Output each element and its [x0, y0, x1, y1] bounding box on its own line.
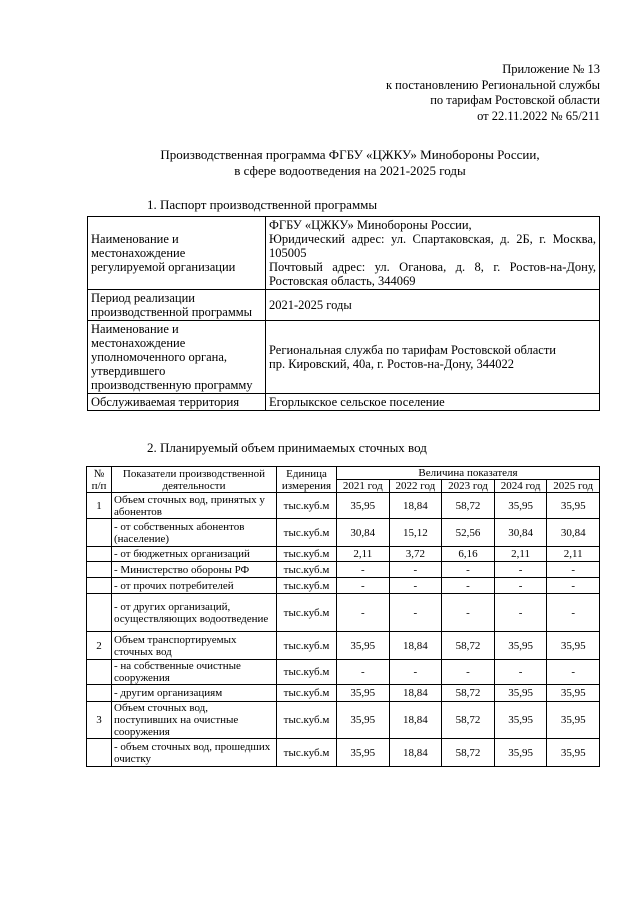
header-year: 2022 год — [389, 480, 442, 493]
row-value: - — [337, 562, 390, 578]
row-unit: тыс.куб.м — [277, 660, 337, 685]
appendix-line: Приложение № 13 — [502, 62, 600, 76]
row-value: 58,72 — [442, 685, 495, 702]
passport-row — [88, 290, 600, 321]
table-row — [87, 685, 600, 702]
row-value: - — [442, 562, 495, 578]
row-value: 18,84 — [389, 702, 442, 739]
passport-value — [266, 290, 600, 321]
row-value: 18,84 — [389, 493, 442, 519]
table-row — [87, 578, 600, 594]
header-year: 2025 год — [547, 480, 600, 493]
row-value: 18,84 — [389, 739, 442, 767]
header-value: Величина показателя — [337, 467, 600, 480]
row-unit: тыс.куб.м — [277, 547, 337, 562]
row-value: 58,72 — [442, 702, 495, 739]
header-year: 2023 год — [442, 480, 495, 493]
row-value: 18,84 — [389, 632, 442, 660]
passport-value-line: пр. Кировский, 40а, г. Ростов-на-Дону, 344022 — [269, 357, 515, 371]
row-indicator: Объем транспортируемых сточных вод — [112, 632, 277, 660]
row-value: 35,95 — [494, 685, 547, 702]
row-value: - — [547, 660, 600, 685]
header-year: 2021 год — [337, 480, 390, 493]
passport-row — [88, 394, 600, 411]
row-num — [87, 739, 112, 767]
table-row — [87, 493, 600, 519]
row-num — [87, 660, 112, 685]
row-num: 2 — [87, 632, 112, 660]
table-row — [87, 562, 600, 578]
passport-label: Наименование и местонахождение регулируемой организации — [88, 217, 266, 290]
row-value: - — [494, 562, 547, 578]
row-value: - — [389, 562, 442, 578]
row-indicator: - от прочих потребителей — [112, 578, 277, 594]
title-line: в сфере водоотведения на 2021-2025 годы — [234, 163, 466, 178]
section-1-heading: 1. Паспорт производственной программы — [147, 197, 378, 212]
appendix-line: к постановлению Региональной службы — [385, 77, 600, 92]
row-value: 2,11 — [547, 547, 600, 562]
passport-value-line: Региональная служба по тарифам Ростовской области — [269, 343, 556, 357]
row-value: - — [337, 594, 390, 632]
row-value: 58,72 — [442, 739, 495, 767]
row-indicator: - Министерство обороны РФ — [112, 562, 277, 578]
row-value: - — [389, 660, 442, 685]
row-indicator: - от других организаций, осуществляющих водоотведение — [112, 594, 277, 632]
row-value: 35,95 — [547, 632, 600, 660]
row-value: - — [547, 562, 600, 578]
row-value: 35,95 — [547, 702, 600, 739]
row-value: 35,95 — [547, 493, 600, 519]
row-value: 58,72 — [442, 493, 495, 519]
row-value: 35,95 — [494, 632, 547, 660]
passport-table — [87, 216, 600, 411]
row-num: 1 — [87, 493, 112, 519]
row-indicator: - от бюджетных организаций — [112, 547, 277, 562]
row-unit: тыс.куб.м — [277, 562, 337, 578]
row-value: 35,95 — [547, 685, 600, 702]
passport-label: Период реализации производственной программы — [88, 290, 266, 321]
passport-value — [266, 394, 600, 411]
header-unit: Единица измерения — [277, 467, 337, 493]
header-num: № п/п — [87, 467, 112, 493]
table-body — [87, 493, 600, 767]
row-value: - — [389, 578, 442, 594]
row-value: 30,84 — [337, 519, 390, 547]
row-value: - — [494, 578, 547, 594]
row-indicator: - от собственных абонентов (население) — [112, 519, 277, 547]
title-line: Производственная программа ФГБУ «ЦЖКУ» Минобороны России, — [160, 147, 540, 162]
passport-value-line: Почтовый адрес: ул. Оганова, д. 8, г. Ростов-на-Дону, Ростовская область, 344069 — [269, 260, 596, 288]
row-value: 35,95 — [337, 685, 390, 702]
row-indicator: Объем сточных вод, поступивших на очистные сооружения — [112, 702, 277, 739]
row-unit: тыс.куб.м — [277, 685, 337, 702]
passport-value-line: Егорлыкское сельское поселение — [269, 395, 445, 409]
header-indicator: Показатели производственной деятельности — [112, 467, 277, 493]
row-num: 3 — [87, 702, 112, 739]
row-unit: тыс.куб.м — [277, 702, 337, 739]
table-row — [87, 702, 600, 739]
table-row — [87, 660, 600, 685]
row-value: - — [389, 594, 442, 632]
passport-row — [88, 217, 600, 290]
row-value: 15,12 — [389, 519, 442, 547]
appendix-line: по тарифам Ростовской области — [430, 93, 600, 107]
row-value: 35,95 — [494, 739, 547, 767]
row-num — [87, 519, 112, 547]
row-num — [87, 594, 112, 632]
row-value: - — [547, 594, 600, 632]
row-num — [87, 562, 112, 578]
table-row — [87, 594, 600, 632]
passport-value — [266, 217, 600, 290]
row-unit: тыс.куб.м — [277, 632, 337, 660]
table-header-row — [87, 467, 600, 480]
passport-row — [88, 321, 600, 394]
row-value: 2,11 — [337, 547, 390, 562]
row-unit: тыс.куб.м — [277, 493, 337, 519]
table-row — [87, 547, 600, 562]
row-value: - — [337, 660, 390, 685]
row-value: 35,95 — [337, 739, 390, 767]
passport-value-line: Юридический адрес: ул. Спартаковская, д. 2Б, г. Москва, 105005 — [269, 232, 596, 260]
row-value: 58,72 — [442, 632, 495, 660]
row-value: 35,95 — [547, 739, 600, 767]
document-title — [90, 147, 610, 179]
row-value: - — [337, 578, 390, 594]
row-num — [87, 685, 112, 702]
row-unit: тыс.куб.м — [277, 739, 337, 767]
row-value: 35,95 — [494, 702, 547, 739]
row-value: 3,72 — [389, 547, 442, 562]
row-value: 30,84 — [547, 519, 600, 547]
row-indicator: - объем сточных вод, прошедших очистку — [112, 739, 277, 767]
row-value: - — [442, 578, 495, 594]
appendix-note — [386, 62, 600, 124]
table-row — [87, 739, 600, 767]
row-value: - — [494, 594, 547, 632]
appendix-line: от 22.11.2022 № 65/211 — [477, 108, 600, 123]
row-value: 18,84 — [389, 685, 442, 702]
row-indicator: Объем сточных вод, принятых у абонентов — [112, 493, 277, 519]
row-value: - — [442, 594, 495, 632]
row-value: 2,11 — [494, 547, 547, 562]
row-value: - — [442, 660, 495, 685]
row-value: 35,95 — [494, 493, 547, 519]
row-value: - — [494, 660, 547, 685]
row-value: 30,84 — [494, 519, 547, 547]
row-value: 6,16 — [442, 547, 495, 562]
passport-value-line: 2021-2025 годы — [269, 298, 352, 312]
header-year: 2024 год — [494, 480, 547, 493]
row-unit: тыс.куб.м — [277, 594, 337, 632]
row-num — [87, 578, 112, 594]
passport-value-line: ФГБУ «ЦЖКУ» Минобороны России, — [269, 218, 472, 232]
row-num — [87, 547, 112, 562]
passport-label: Наименование и местонахождение уполномоченного органа, утвердившего производственную программу — [88, 321, 266, 394]
table-row — [87, 632, 600, 660]
row-indicator: - другим организациям — [112, 685, 277, 702]
section-2-heading: 2. Планируемый объем принимаемых сточных вод — [147, 440, 427, 455]
row-unit: тыс.куб.м — [277, 578, 337, 594]
row-indicator: - на собственные очистные сооружения — [112, 660, 277, 685]
row-value: 35,95 — [337, 702, 390, 739]
passport-value — [266, 321, 600, 394]
row-value: 35,95 — [337, 493, 390, 519]
row-unit: тыс.куб.м — [277, 519, 337, 547]
row-value: 52,56 — [442, 519, 495, 547]
table-row — [87, 519, 600, 547]
row-value: - — [547, 578, 600, 594]
wastewater-volume-table — [86, 466, 600, 767]
row-value: 35,95 — [337, 632, 390, 660]
passport-label: Обслуживаемая территория — [88, 394, 266, 411]
